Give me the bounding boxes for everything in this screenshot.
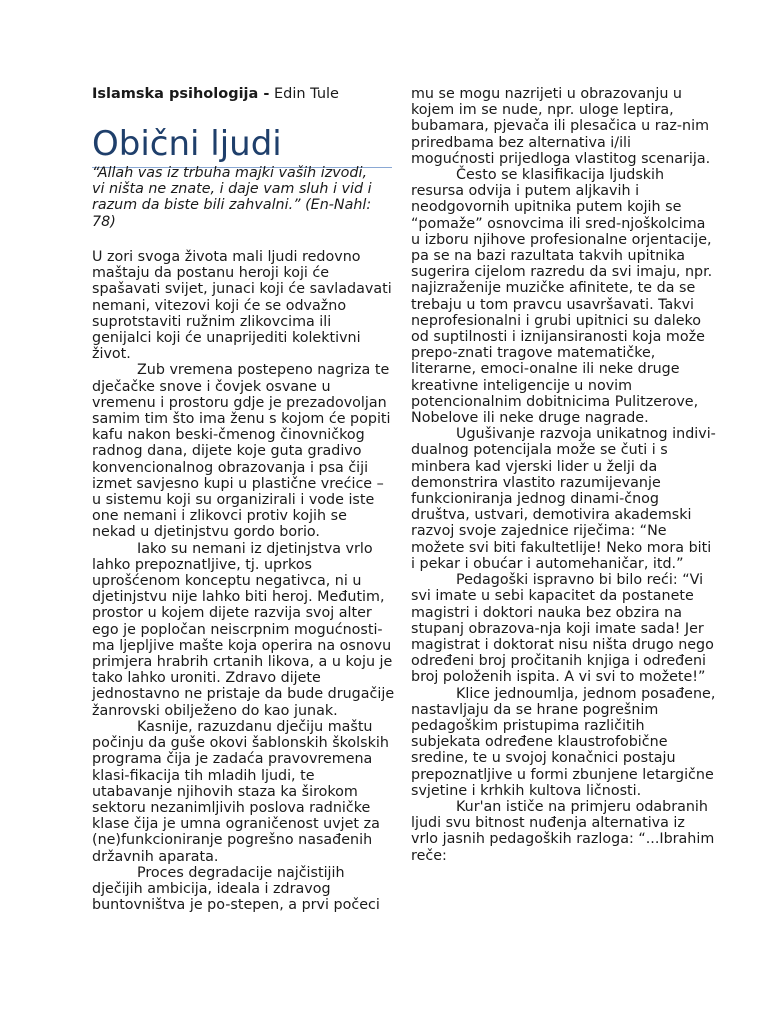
paragraph: U zori svoga života mali ljudi redovno maštaju da postanu heroji koji će spašavati svijet, junaci koji će savladavati nemani, vitezovi koji će se odvažno suprotstaviti ružnim zlikovcima ili genijalci koji će unaprijediti kolektivni život.	[92, 249, 392, 363]
paragraph: Zub vremena postepeno nagriza te dječačke snove i čovjek osvane u vremenu i prostoru gdje je prezadovoljan samim tim što ima ženu s kojom će popiti kafu nakon beski-čmenog činovničkog radnog dana, dijete koje guta gradivo konvencionalnog obrazovanja i psa čiji izmet savjesno kupi u plastične vrećice – u sistemu koji su organizirali i vode iste one nemani i zlikovci protiv kojih se nekad u djetinjstvu gordo borio.	[92, 362, 391, 541]
article-title: Obični ljudi	[92, 124, 392, 168]
left-body	[92, 249, 395, 913]
category-label: Islamska psihologija -	[92, 86, 270, 102]
epigraph-quote: “Allah vas iz trbuha majki vaših izvodi, vi ništa ne znate, i daje vam sluh i vid i razum da biste bili zahvalni.” (En-Nahl: 78)	[92, 165, 372, 230]
paragraph: mu se mogu nazrijeti u obrazovanju u kojem im se nude, npr. uloge leptira, bubamara, pjevača ili plesačica u raz-nim priredbama bez alternativa i/ili mogućnosti prijedloga vlastitog scenarija.	[411, 86, 711, 167]
paragraph: Često se klasifikacija ljudskih resursa odvija i putem aljkavih i neodgovornih upitnika putem kojih se “pomaže” osnovcima ili sred-njoškolcima u izboru njihove profesionalne orjentacije, pa se na bazi razultata takvih upitnika sugerira cijelom razredu da svi imaju, npr. najizraženije muzičke afinitete, te da se trebaju u tom pravcu usavršavati. Takvi neprofesionalni i grubi upitnici su daleko od suptilnosti i iznijansiranosti koja može prepo-znati tragove matematičke, literarne, emoci-onalne ili neke druge kreativne inteligencije u novim potencionalnim dobitnicima Pulitzerove, Nobelove ili neke druge nagrade.	[411, 167, 713, 427]
paragraph: Kasnije, razuzdanu dječiju maštu počinju da guše okovi šablonskih školskih programa čija je zadaća pravovremena klasi-fikacija tih mladih ljudi, te utabavanje njihovih staza ka širokom sektoru nezanimljivih poslova radničke klase čija je umna ograničenost uvjet za (ne)funkcioniranje pogrešno nasađenih državnih aparata.	[92, 718, 389, 865]
paragraph: Kur'an ističe na primjeru odabranih ljudi svu bitnost nuđenja alternativa iz vrlo jasnih pedagoških razloga: “...Ibrahim reče:	[411, 798, 715, 864]
paragraph: Pedagoški ispravno bi bilo reći: “Vi svi imate u sebi kapacitet da postanete magistri i doktori nauka bez obzira na stupanj obrazova-nja koji imate sada! Jer magistrat i doktorat nisu ništa drugo nego određeni broj pročitanih knjiga i određeni broj položenih ispita. A vi svi to možete!”	[411, 572, 714, 686]
author-name: Edin Tule	[273, 86, 339, 102]
paragraph: Proces degradacije najčistijih dječijih ambicija, ideala i zdravog buntovništva je po-stepen, a prvi počeci	[92, 864, 380, 914]
paragraph: Klice jednoumlja, jednom posađene, nastavljaju da se hrane pogrešnim pedagoškim pristupima različitih subjekata određene klaustrofobične sredine, te u svojoj konačnici postaju prepoznatljive u formi zbunjene letargične svjetine i krhkih kultova ličnosti.	[411, 685, 716, 799]
article-kicker	[92, 86, 339, 102]
right-body	[411, 86, 716, 864]
paragraph: Iako su nemani iz djetinjstva vrlo lahko prepoznatljive, tj. uprkos uprošćenom konceptu negativca, ni u djetinjstvu nije lahko biti heroj. Međutim, prostor u kojem dijete razvija svoj alter ego je popločan neiscrpnim mogućnosti-ma ljepljive mašte koja operira na osnovu primjera hrabrih crtanih likova, a u koju je tako lahko uroniti. Zdravo dijete jednostavno ne pristaje da bude drugačije žanrovski obilježeno do kao junak.	[92, 540, 395, 719]
paragraph: Ugušivanje razvoja unikatnog indivi-dualnog potencijala može se čuti i s minbera kad vjerski lider u želji da demonstrira vlastito razumijevanje funkcioniranja jednog dinami-čnog društva, ustvari, demotivira akademski razvoj svoje zajednice riječima: “Ne možete svi biti fakultetlije! Neko mora biti i pekar i obućar i automehaničar, itd.”	[411, 426, 716, 572]
